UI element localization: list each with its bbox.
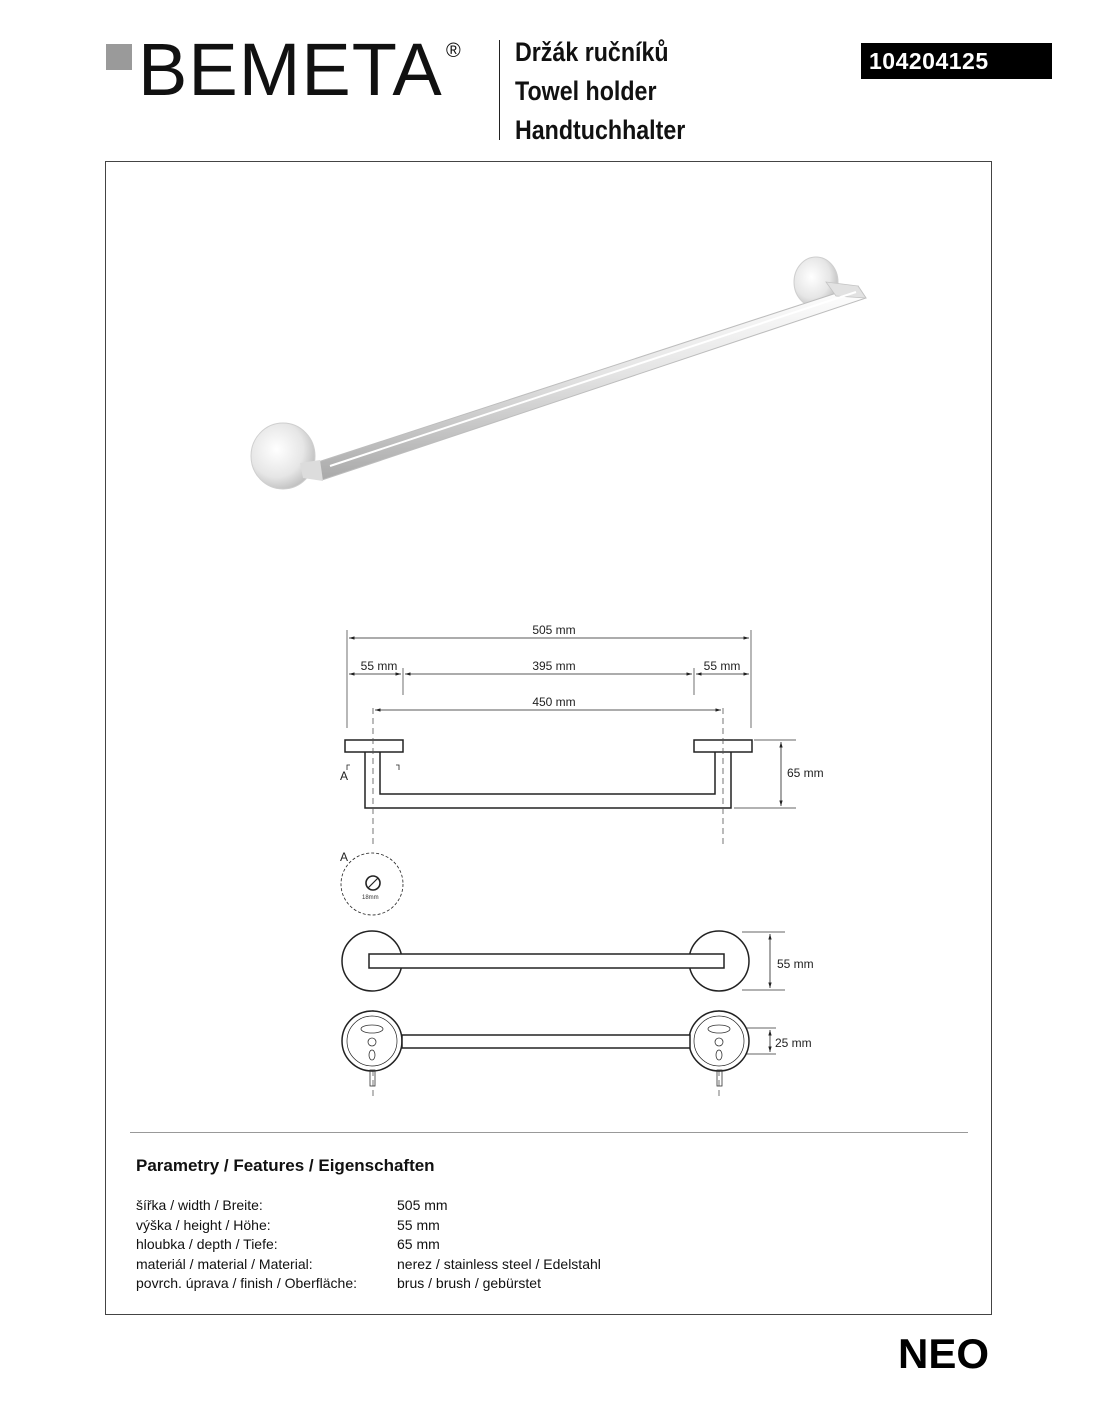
brand-logo: BEMETA bbox=[138, 28, 443, 111]
front-view bbox=[345, 740, 752, 808]
registered-mark: ® bbox=[446, 40, 461, 62]
spec-value: 55 mm bbox=[397, 1217, 440, 1233]
rear-view bbox=[342, 1011, 749, 1071]
dim-inner-span: 395 mm bbox=[532, 659, 576, 673]
product-photo bbox=[251, 257, 866, 489]
title-english: Towel holder bbox=[515, 76, 657, 106]
extension-lines bbox=[347, 630, 796, 1054]
product-code: 104204125 bbox=[869, 48, 989, 74]
spec-value: brus / brush / gebürstet bbox=[397, 1275, 541, 1291]
spec-value: 65 mm bbox=[397, 1236, 440, 1252]
spec-label: šířka / width / Breite: bbox=[136, 1197, 263, 1213]
dim-height: 55 mm bbox=[777, 957, 814, 971]
spec-label: výška / height / Höhe: bbox=[136, 1217, 271, 1233]
spec-row-width bbox=[136, 1197, 696, 1217]
dim-bar-offset: 25 mm bbox=[775, 1036, 812, 1050]
detail-a-view bbox=[341, 853, 403, 915]
top-view bbox=[342, 931, 749, 991]
section-label: A bbox=[340, 769, 349, 783]
detail-screw-size: 18mm bbox=[362, 895, 379, 901]
rear-view-mounting-holes bbox=[361, 1025, 730, 1086]
spec-row-finish bbox=[136, 1275, 696, 1295]
title-czech: Držák ručníků bbox=[515, 37, 669, 67]
features-title: Parametry / Features / Eigenschaften bbox=[136, 1156, 435, 1175]
spec-value: nerez / stainless steel / Edelstahl bbox=[397, 1256, 601, 1272]
series-name: NEO bbox=[898, 1330, 990, 1377]
features-divider bbox=[130, 1132, 968, 1133]
detail-label: A bbox=[340, 850, 349, 864]
spec-row-material bbox=[136, 1256, 696, 1276]
title-german: Handtuchhalter bbox=[515, 115, 686, 145]
dim-left-offset: 55 mm bbox=[360, 659, 398, 673]
spec-label: povrch. úprava / finish / Oberfläche: bbox=[136, 1275, 357, 1291]
dim-center-distance: 450 mm bbox=[532, 695, 576, 709]
spec-label: materiál / material / Material: bbox=[136, 1256, 313, 1272]
dim-depth: 65 mm bbox=[787, 766, 824, 780]
spec-value: 505 mm bbox=[397, 1197, 448, 1213]
spec-label: hloubka / depth / Tiefe: bbox=[136, 1236, 278, 1252]
dim-right-offset: 55 mm bbox=[703, 659, 741, 673]
dim-overall-width: 505 mm bbox=[532, 623, 576, 637]
spec-row-depth bbox=[136, 1236, 696, 1256]
spec-row-height bbox=[136, 1217, 696, 1237]
